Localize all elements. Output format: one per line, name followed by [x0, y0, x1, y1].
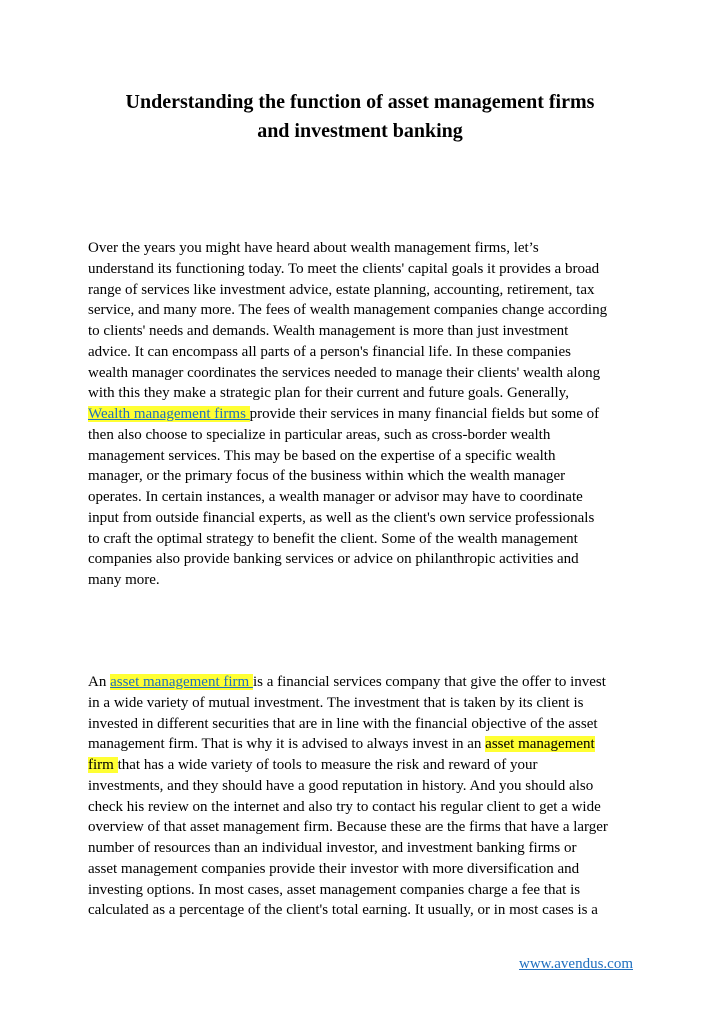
text-line [88, 672, 648, 693]
paragraph-wealth-management [88, 238, 648, 591]
text-line: companies also provide banking services or advice on philanthropic activities and [88, 551, 579, 568]
text-line: wealth manager coordinates the services needed to manage their clients' wealth along [88, 364, 601, 381]
text-line: overview of that asset management firm. Because these are the firms that have a larger [88, 819, 608, 836]
text-line [88, 734, 648, 755]
asset-management-firm-link[interactable]: asset management firm [110, 674, 253, 690]
text-line: asset management companies provide their investor with more diversification and [88, 860, 580, 877]
text-segment: that has a wide variety of tools to measure the risk and reward of your [117, 757, 538, 773]
text-line: many more. [88, 572, 160, 588]
text-line [88, 755, 648, 776]
wealth-management-firms-link[interactable]: Wealth management firms [88, 406, 250, 422]
text-segment: An [88, 674, 111, 690]
title-line-1: Understanding the function of asset management firms [125, 91, 595, 113]
text-line: check his review on the internet and also try to contact his regular client to get a wide [88, 798, 601, 815]
highlighted-text: firm [88, 757, 118, 773]
paragraph-asset-management [88, 672, 648, 921]
text-line: service, and many more. The fees of wealth management companies change according [88, 302, 608, 319]
text-line: investments, and they should have a good reputation in history. And you should also [88, 777, 594, 794]
text-line: Over the years you might have heard about wealth management firms, let’s [88, 240, 539, 256]
text-line: calculated as a percentage of the client's total earning. It usually, or in most cases is a [88, 902, 598, 919]
text-line: investing options. In most cases, asset management companies charge a fee that is [88, 881, 581, 898]
text-line [88, 404, 648, 425]
text-line: to craft the optimal strategy to benefit the client. Some of the wealth management [88, 530, 578, 547]
text-line: invested in different securities that are in line with the financial objective of the asset [88, 715, 598, 732]
text-segment: management firm. That is why it is advised to always invest in an [88, 736, 486, 753]
text-segment: is a financial services company that give the offer to invest [252, 674, 606, 690]
text-line: range of services like investment advice, estate planning, accounting, retirement, tax [88, 281, 595, 298]
text-line: manager, or the primary focus of the business within which the wealth manager [88, 468, 566, 485]
text-line: then also choose to specialize in particular areas, such as cross-border wealth [88, 426, 551, 443]
document-title [60, 88, 660, 146]
text-line: management services. This may be based on the expertise of a specific wealth [88, 447, 556, 464]
text-line: number of resources than an individual investor, and investment banking firms or [88, 840, 577, 856]
footer-website-link[interactable]: www.avendus.com [518, 956, 633, 972]
title-line-2: and investment banking [257, 120, 463, 142]
text-line: in a wide variety of mutual investment. The investment that is taken by its client is [88, 694, 584, 711]
text-segment: provide their services in many financial fields but some of [249, 406, 600, 422]
text-line: understand its functioning today. To meet the clients' capital goals it provides a broad [88, 260, 600, 277]
highlighted-text: asset management [485, 736, 595, 753]
text-line: operates. In certain instances, a wealth manager or advisor may have to coordinate [88, 489, 583, 505]
text-line: with this they make a strategic plan for their current and future goals. Generally, [88, 385, 569, 402]
text-line: to clients' needs and demands. Wealth management is more than just investment [88, 323, 569, 339]
text-line: input from outside financial experts, as well as the client's own service professionals [88, 509, 595, 526]
text-line: advice. It can encompass all parts of a person's financial life. In these companies [88, 343, 571, 360]
